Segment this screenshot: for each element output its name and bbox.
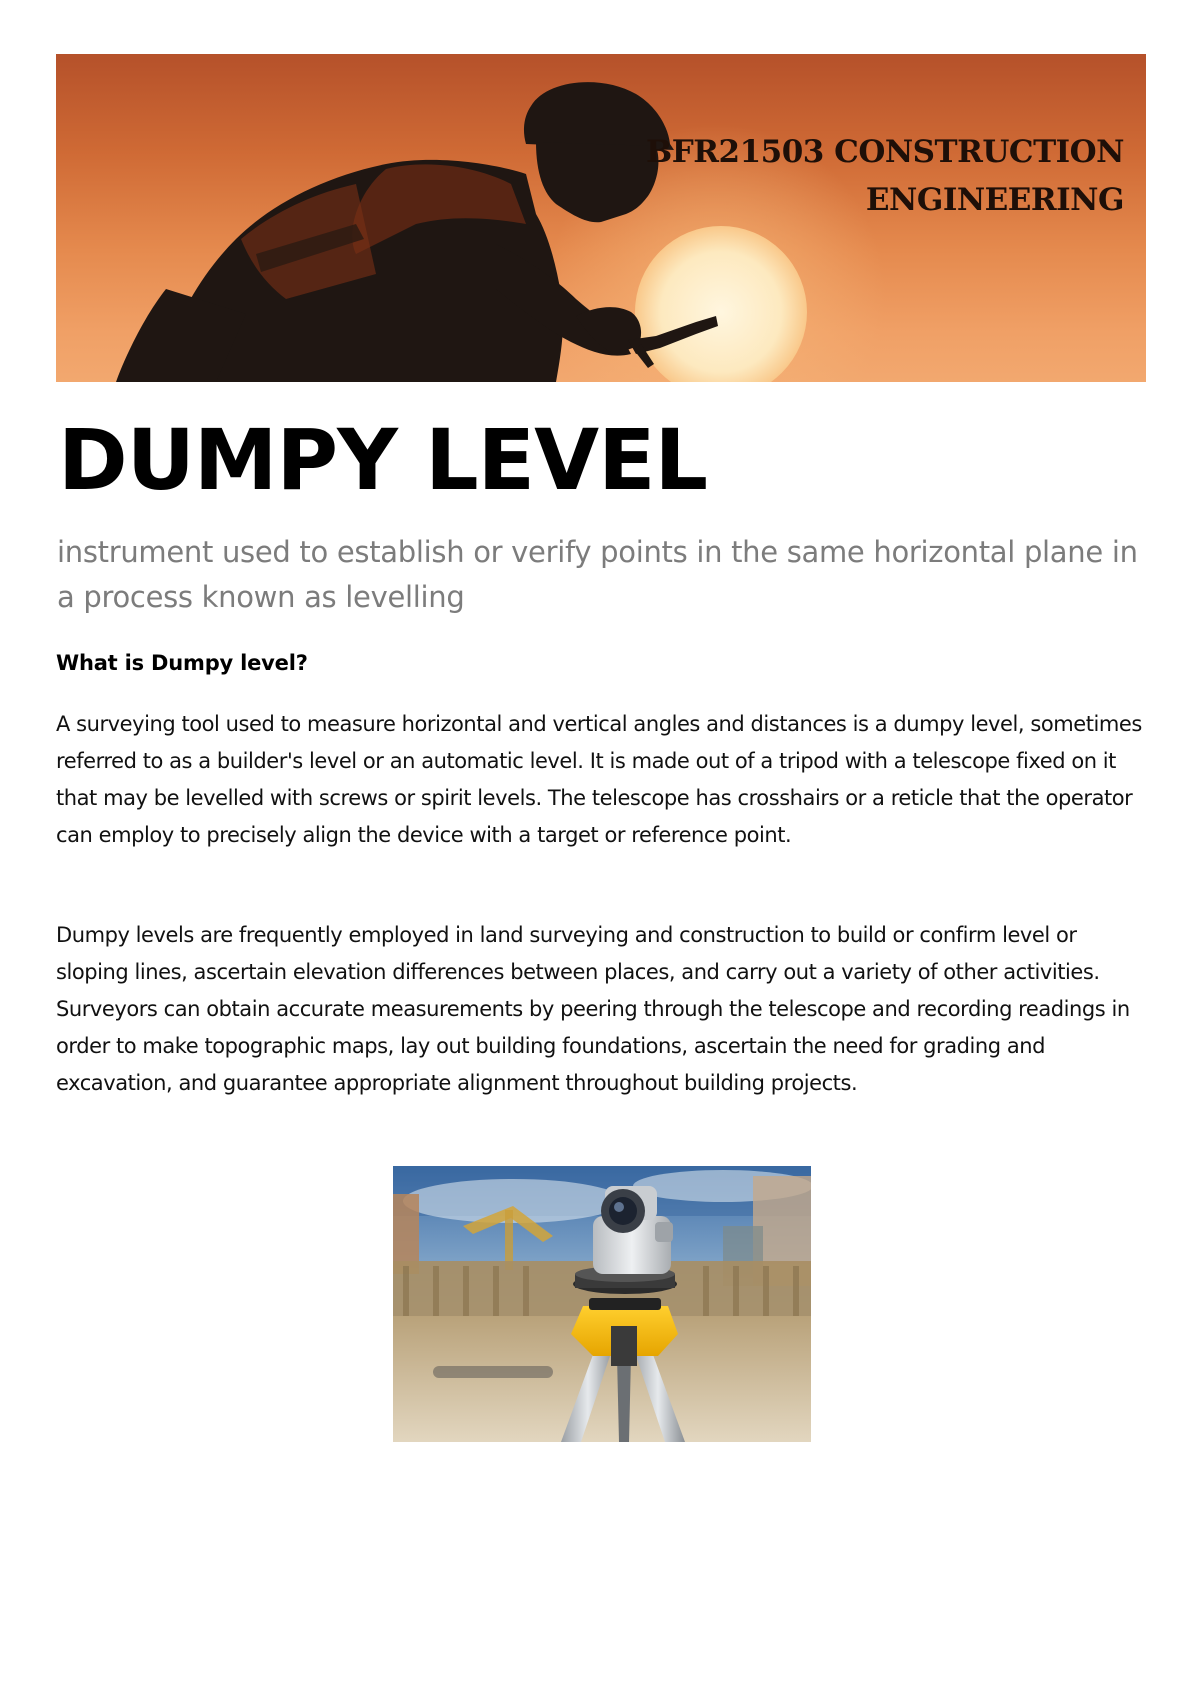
dumpy-level-image — [393, 1166, 811, 1442]
course-title-line-2: ENGINEERING — [865, 182, 1124, 218]
header-banner — [56, 54, 1146, 382]
page-title: DUMPY LEVEL — [58, 411, 707, 509]
section-heading: What is Dumpy level? — [56, 651, 308, 675]
course-title — [564, 128, 1124, 224]
body-paragraph-1: A surveying tool used to measure horizontal and vertical angles and distances is a dumpy level, sometimes referred to as a builder's level or an automatic level. It is made out of a tripod with a telescope fixed on it that may be levelled with screws or spirit levels. The telescope has crosshairs or a reticle that the operator can employ to precisely align the device with a target or reference point. — [56, 712, 1142, 847]
course-title-line-1: BFR21503 CONSTRUCTION — [646, 134, 1124, 170]
body-paragraph-2: Dumpy levels are frequently employed in land surveying and construction to build or confirm level or sloping lines, ascertain elevation differences between places, and carry out a variety of other activities. Surveyors can obtain accurate measurements by peering through the telescope and recording readings in order to make topographic maps, lay out building foundations, ascertain the need for grading and excavation, and guarantee appropriate alignment throughout building projects. — [56, 923, 1130, 1095]
page-subtitle: instrument used to establish or verify points in the same horizontal plane in a process known as levelling — [57, 535, 1138, 614]
dumpy-level-photo — [393, 1166, 811, 1442]
